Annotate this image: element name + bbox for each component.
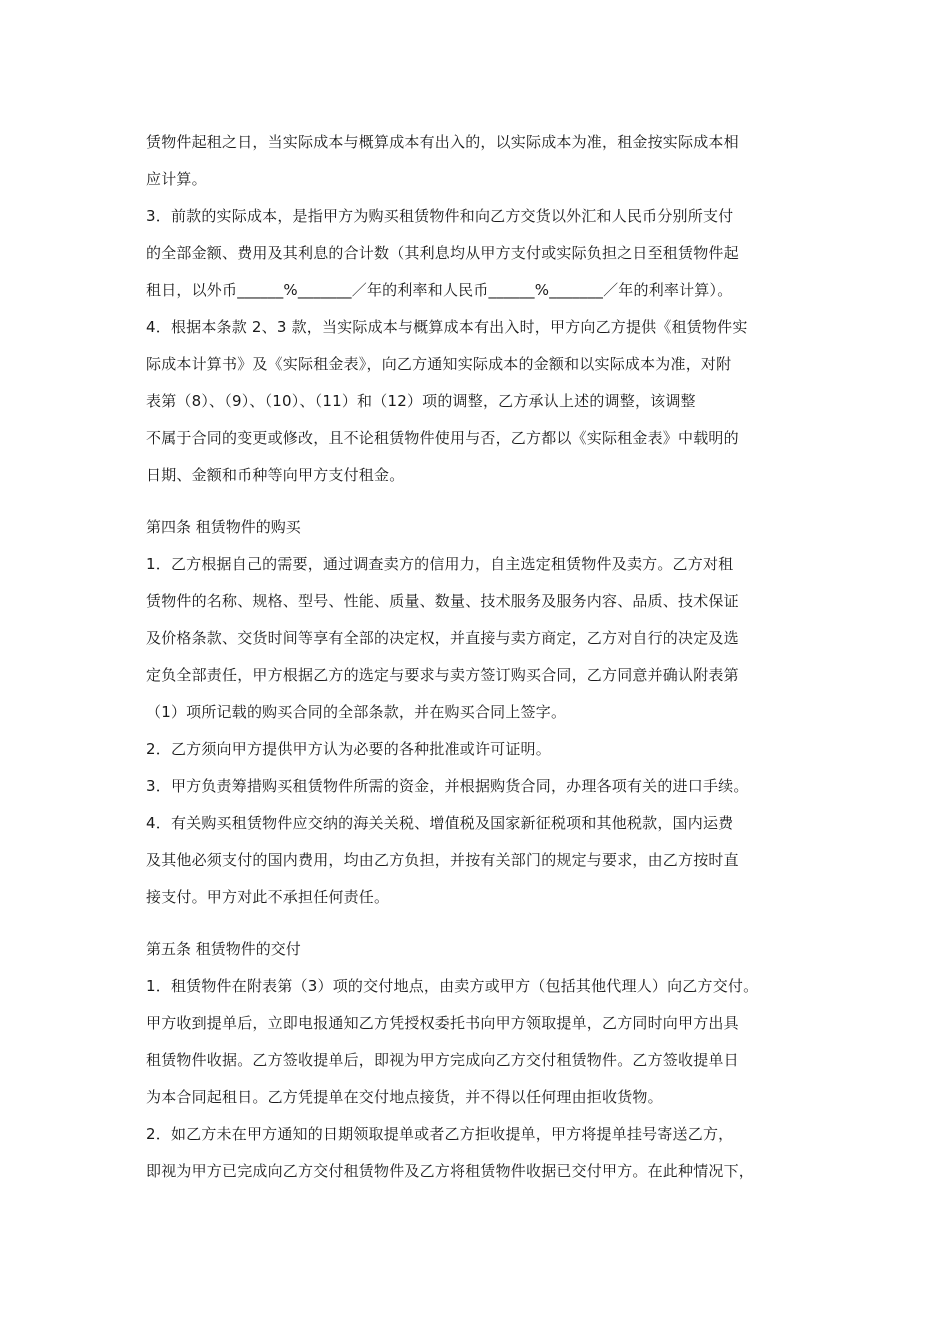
paragraph-line: （1）项所记载的购买合同的全部条款，并在购买合同上签字。 [146,703,567,721]
article-4 [146,509,816,916]
paragraph-line: 赁物件的名称、规格、型号、性能、质量、数量、技术服务及服务内容、品质、技术保证 [146,592,739,610]
paragraph-line: 2．乙方须向甲方提供甲方认为必要的各种批准或许可证明。 [146,740,551,758]
paragraph-line: 4．根据本条款 2、3 款，当实际成本与概算成本有出入时，甲方向乙方提供《租赁物件实 [146,318,748,336]
paragraph-line: 表第（8）、（9）、（10）、（11）和（12）项的调整，乙方承认上述的调整，该调整 [146,392,696,410]
article-5-title: 第五条 租赁物件的交付 [146,940,301,958]
paragraph-line: 2．如乙方未在甲方通知的日期领取提单或者乙方拒收提单，甲方将提单挂号寄送乙方， [146,1125,734,1143]
paragraph-line: 际成本计算书》及《实际租金表》，向乙方通知实际成本的金额和以实际成本为准，对附 [146,355,732,373]
paragraph-line: 租赁物件收据。乙方签收提单后，即视为甲方完成向乙方交付租赁物件。乙方签收提单日 [146,1051,739,1069]
article-4-title: 第四条 租赁物件的购买 [146,518,301,536]
paragraph-line: 1．乙方根据自己的需要，通过调查卖方的信用力，自主选定租赁物件及卖方。乙方对租 [146,555,734,573]
paragraph-line: 日期、金额和币种等向甲方支付租金。 [146,466,405,484]
paragraph-line: 赁物件起租之日，当实际成本与概算成本有出入的，以实际成本为准，租金按实际成本相 [146,133,739,151]
paragraph-line: 及其他必须支付的国内费用，均由乙方负担，并按有关部门的规定与要求，由乙方按时直 [146,851,739,869]
paragraph-line: 定负全部责任，甲方根据乙方的选定与要求与卖方签订购买合同，乙方同意并确认附表第 [146,666,739,684]
paragraph-line: 即视为甲方已完成向乙方交付租赁物件及乙方将租赁物件收据已交付甲方。在此种情况下， [146,1162,755,1180]
article-5 [146,931,816,1190]
paragraph-line: 3．甲方负责筹措购买租赁物件所需的资金，并根据购货合同，办理各项有关的进口手续。 [146,777,749,795]
paragraph-line: 甲方收到提单后，立即电报通知乙方凭授权委托书向甲方领取提单，乙方同时向甲方出具 [146,1014,739,1032]
paragraph-line: 1．租赁物件在附表第（3）项的交付地点，由卖方或甲方（包括其他代理人）向乙方交付。 [146,977,759,995]
section-gap [146,494,816,509]
paragraph-line: 4．有关购买租赁物件应交纳的海关关税、增值税及国家新征税项和其他税款，国内运费 [146,814,734,832]
paragraph-line: 不属于合同的变更或修改，且不论租赁物件使用与否，乙方都以《实际租金表》中载明的 [146,429,739,447]
document-page [146,124,816,1190]
paragraph-line: 为本合同起租日。乙方凭提单在交付地点接货，并不得以任何理由拒收货物。 [146,1088,663,1106]
paragraph-line: 租日，以外币______%_______／年的利率和人民币______%_______／年的利率计算）。 [146,281,733,299]
section-gap [146,916,816,931]
paragraph-line: 应计算。 [146,170,207,188]
paragraph-line: 3．前款的实际成本，是指甲方为购买租赁物件和向乙方交货以外汇和人民币分别所支付 [146,207,734,225]
paragraph-line: 的全部金额、费用及其利息的合计数（其利息均从甲方支付或实际负担之日至租赁物件起 [146,244,739,262]
paragraph-line: 接支付。甲方对此不承担任何责任。 [146,888,390,906]
section-prev-text [146,124,816,494]
paragraph-line: 及价格条款、交货时间等享有全部的决定权，并直接与卖方商定，乙方对自行的决定及选 [146,629,739,647]
